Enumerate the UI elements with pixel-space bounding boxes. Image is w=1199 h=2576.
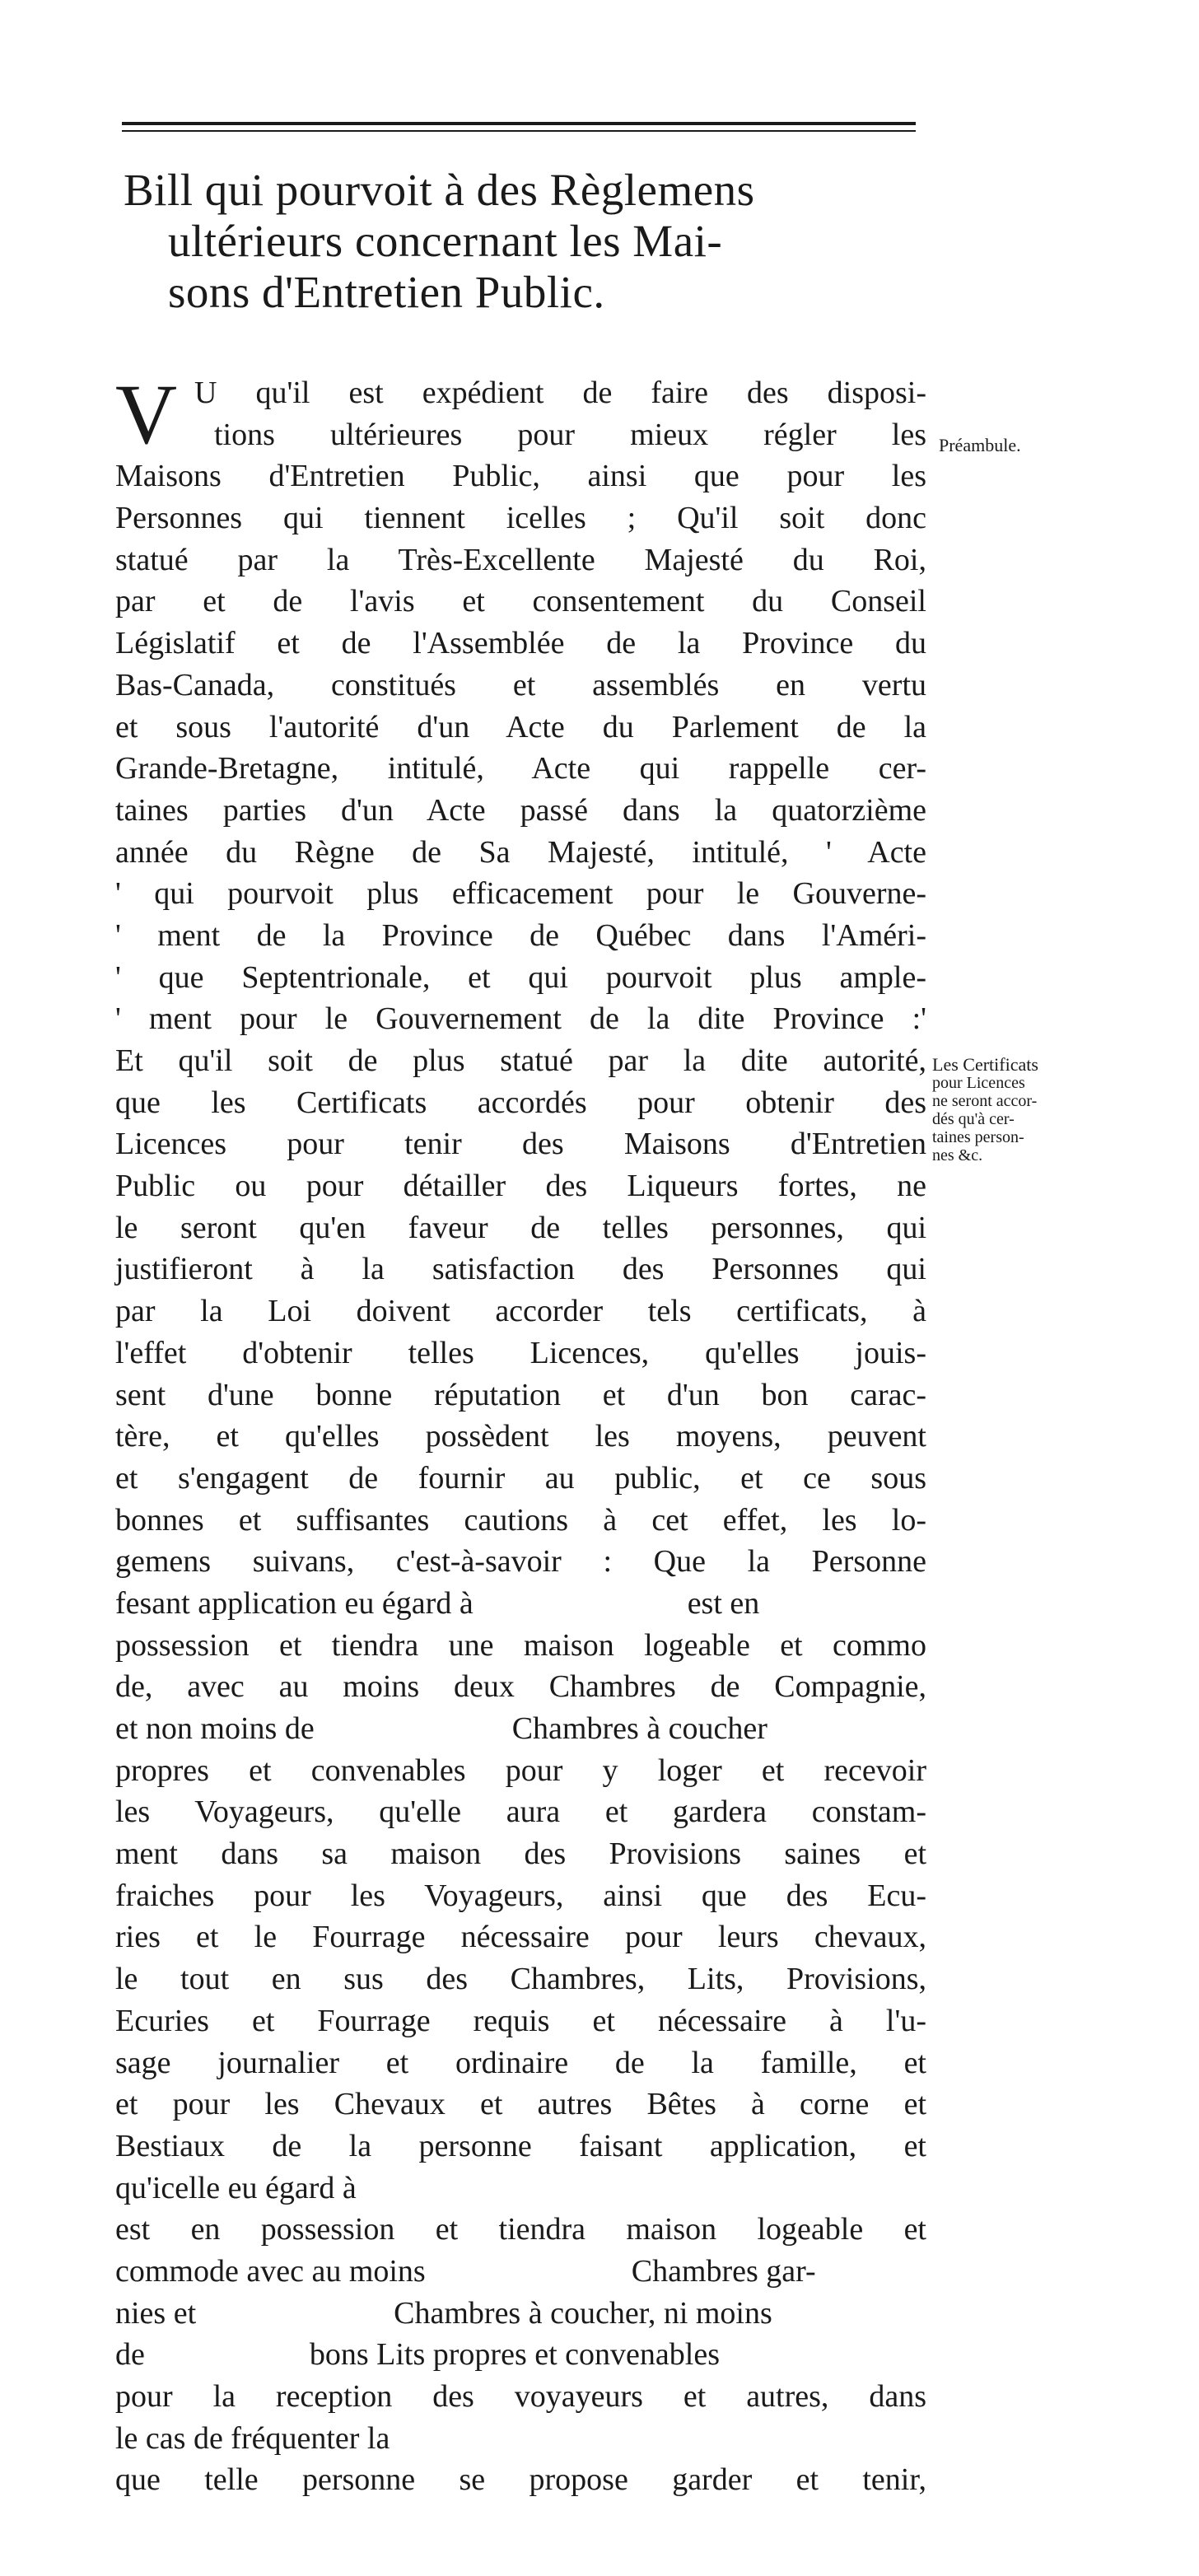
body-line: ment dans sa maison des Provisions saines et	[115, 1836, 926, 1872]
body-line: de, avec au moins deux Chambres de Compagnie,	[115, 1669, 926, 1705]
body-line: Licences pour tenir des Maisons d'Entretien	[115, 1127, 926, 1162]
body-line-with-blank	[115, 1708, 926, 1750]
body-line: Public ou pour détailler des Liqueurs fortes, ne	[115, 1169, 926, 1204]
body-line-text: et non moins de	[115, 1711, 315, 1746]
body-line: l'effet d'obtenir telles Licences, qu'elles jouis-	[115, 1335, 926, 1370]
header-rule-thick	[122, 122, 916, 125]
body-line: le seront qu'en faveur de telles personnes, qui	[115, 1210, 926, 1245]
body-line: possession et tiendra une maison logeable et commo	[115, 1627, 926, 1663]
body-line: U qu'il est expédient de faire des disposi-	[194, 376, 926, 410]
body-line: pour la reception des voyayeurs et autres, dans	[115, 2379, 926, 2414]
bill-title	[124, 165, 931, 318]
body-line-with-blank	[115, 1583, 926, 1625]
body-line: est en possession et tiendra maison logeable et	[115, 2212, 926, 2247]
body-line-tail: Chambres à coucher, ni moins	[394, 2295, 772, 2331]
body-line-text: fesant application eu égard à	[115, 1585, 474, 1621]
body-line: et sous l'autorité d'un Acte du Parlement de la	[115, 709, 926, 744]
drop-cap: V	[115, 367, 178, 462]
title-line-1: Bill qui pourvoit à des Règlemens	[124, 165, 755, 215]
body-line: Bestiaux de la personne faisant application, et	[115, 2128, 926, 2163]
body-line-with-blank	[115, 2334, 926, 2376]
body-line-with-blank	[115, 2251, 926, 2293]
body-line: Législatif et de l'Assemblée de la Province du	[115, 626, 926, 661]
body-line: tère, et qu'elles possèdent les moyens, peuvent	[115, 1419, 926, 1454]
body-line-text: de	[115, 2337, 145, 2373]
body-line: que telle personne se propose garder et tenir,	[115, 2462, 926, 2498]
body-line: taines parties d'un Acte passé dans la quatorzième	[115, 792, 926, 828]
bill-body-text	[115, 367, 926, 2501]
body-line: ' ment de la Province de Québec dans l'Améri-	[115, 917, 926, 953]
body-line-text: nies et	[115, 2295, 197, 2331]
body-line-tail: Chambres à coucher	[511, 1711, 767, 1746]
body-line: Ecuries et Fourrage requis et nécessaire à l'u-	[115, 2003, 926, 2038]
body-line: par la Loi doivent accorder tels certificats, à	[115, 1294, 926, 1329]
body-line: ' qui pourvoit plus efficacement pour le Gouverne-	[115, 876, 926, 912]
body-line: sent d'une bonne réputation et d'un bon carac-	[115, 1377, 926, 1412]
margin-note-line: nes &c.	[932, 1146, 983, 1164]
margin-note-line: dés qu'à cer-	[932, 1110, 1015, 1128]
header-rule-thin	[122, 130, 916, 132]
body-line: ' que Septentrionale, et qui pourvoit plus ample-	[115, 959, 926, 995]
body-line: Bas-Canada, constitués et assemblés en vertu	[115, 667, 926, 702]
title-line-3: sons d'Entretien Public.	[168, 267, 605, 317]
margin-note-preambule: Préambule.	[939, 435, 1021, 455]
title-line-2: ultérieurs concernant les Mai-	[168, 216, 723, 266]
body-line: année du Règne de Sa Majesté, intitulé, ' Acte	[115, 834, 926, 870]
body-line: et s'engagent de fournir au public, et ce sous	[115, 1460, 926, 1496]
body-line: et pour les Chevaux et autres Bêtes à corne et	[115, 2087, 926, 2122]
body-line: Maisons d'Entretien Public, ainsi que pour les	[115, 459, 926, 494]
body-line: que les Certificats accordés pour obtenir des	[115, 1085, 926, 1120]
body-line: le tout en sus des Chambres, Lits, Provisions,	[115, 1962, 926, 1997]
margin-note-line: Les Certificats	[932, 1054, 1038, 1075]
body-line: les Voyageurs, qu'elle aura et gardera constam-	[115, 1794, 926, 1830]
body-line-with-blank	[115, 2293, 926, 2335]
body-line: qu'icelle eu égard à	[115, 2170, 357, 2205]
margin-note-line: taines person-	[932, 1128, 1024, 1146]
body-line: Grande-Bretagne, intitulé, Acte qui rappelle cer-	[115, 751, 926, 786]
body-line: Personnes qui tiennent icelles ; Qu'il soit donc	[115, 501, 926, 536]
body-line: ' ment pour le Gouvernement de la dite Province :'	[115, 1001, 926, 1037]
margin-note-certificats	[932, 1056, 1130, 1164]
body-line: gemens suivans, c'est-à-savoir : Que la Personne	[115, 1544, 926, 1580]
body-line: fraiches pour les Voyageurs, ainsi que des Ecu-	[115, 1878, 926, 1913]
body-line: justifieront à la satisfaction des Personnes qui	[115, 1252, 926, 1287]
body-line: bonnes et suffisantes cautions à cet effet, les lo-	[115, 1502, 926, 1538]
body-line: Et qu'il soit de plus statué par la dite autorité,	[115, 1043, 926, 1078]
body-line: sage journalier et ordinaire de la famille, et	[115, 2045, 926, 2080]
body-line: propres et convenables pour y loger et recevoir	[115, 1752, 926, 1788]
margin-note-line: pour Licences	[932, 1074, 1025, 1092]
margin-note-line: ne seront accor-	[932, 1092, 1038, 1110]
body-line-tail: est en	[687, 1585, 760, 1621]
body-line: par et de l'avis et consentement du Conseil	[115, 584, 926, 619]
body-line-text: commode avec au moins	[115, 2253, 426, 2289]
body-line-tail: bons Lits propres et convenables	[309, 2337, 720, 2373]
body-line: tions ultérieures pour mieux régler les	[214, 417, 926, 452]
body-line: ries et le Fourrage nécessaire pour leurs chevaux,	[115, 1920, 926, 1955]
body-line-tail: Chambres gar-	[631, 2253, 816, 2289]
body-line: le cas de fréquenter la	[115, 2420, 390, 2456]
body-line: statué par la Très-Excellente Majesté du Roi,	[115, 542, 926, 577]
